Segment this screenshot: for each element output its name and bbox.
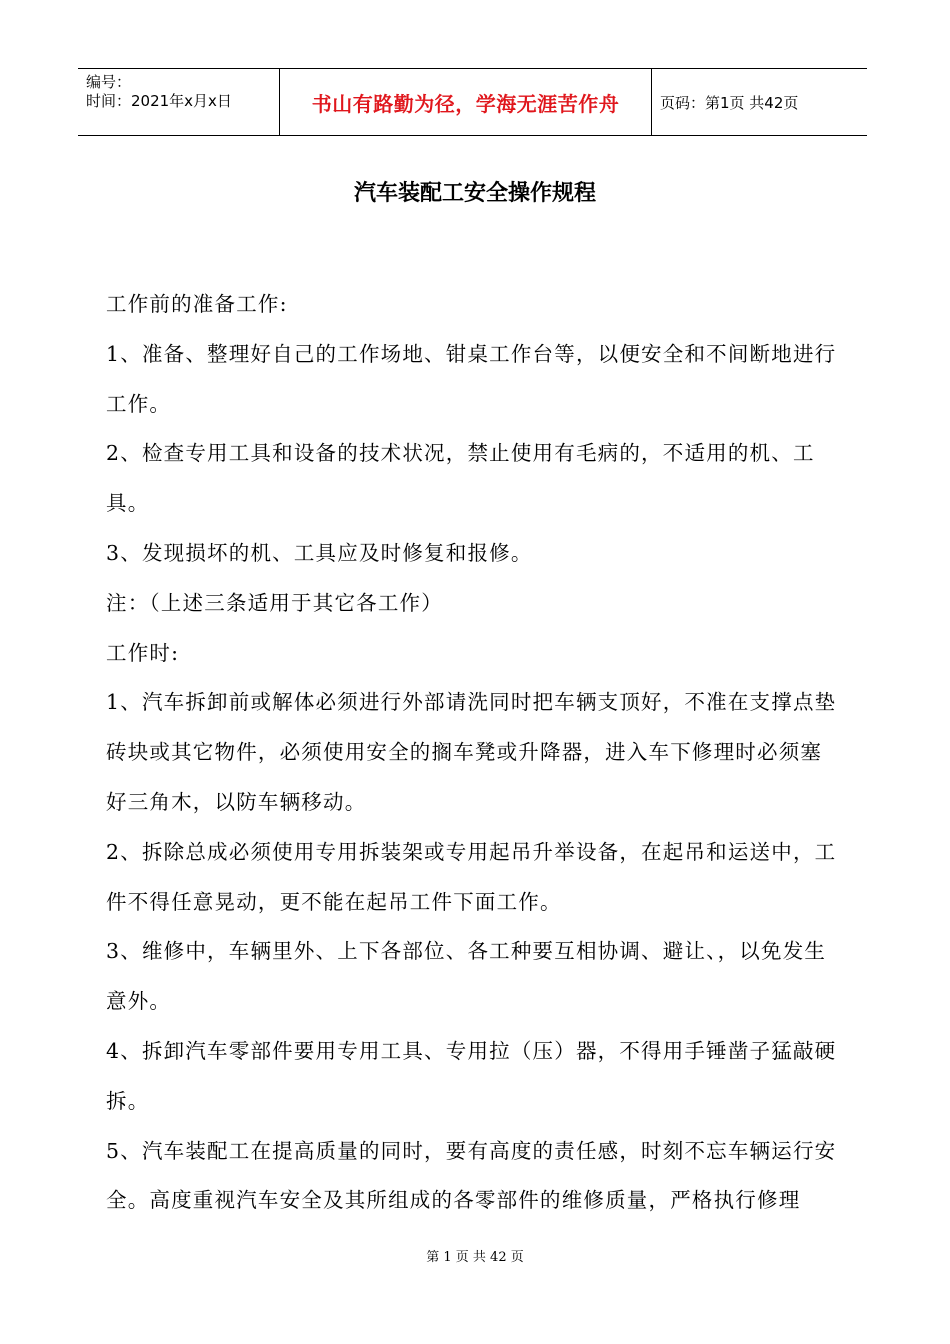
paragraph: 工作前的准备工作:	[106, 292, 288, 316]
page-header	[78, 68, 867, 136]
paragraph: 2、拆除总成必须使用专用拆装架或专用起吊升举设备，在起吊和运送中，工件不得任意晃动，更不能在起吊工件下面工作。	[106, 839, 837, 914]
paragraph: 1、汽车拆卸前或解体必须进行外部请洗同时把车辆支顶好，不准在支撑点垫砖块或其它物件，必须使用安全的搁车凳或升降器，进入车下修理时必须塞好三角木，以防车辆移动。	[106, 690, 837, 814]
document-title: 汽车装配工安全操作规程	[353, 181, 596, 206]
document-number-label: 编号：	[86, 73, 132, 91]
paragraph: 2、检查专用工具和设备的技术状况，禁止使用有毛病的，不适用的机、工具。	[106, 441, 815, 516]
header-page-info: 页码：第1页 共42页	[660, 93, 799, 112]
document-body	[106, 280, 842, 1226]
paragraph: 3、发现损坏的机、工具应及时修复和报修。	[106, 540, 533, 565]
header-slogan: 书山有路勤为径，学海无涯苦作舟	[280, 69, 652, 135]
paragraph: 1、准备、整理好自己的工作场地、钳桌工作台等，以便安全和不间断地进行工作。	[106, 341, 837, 416]
paragraph: 4、拆卸汽车零部件要用专用工具、专用拉（压）器，不得用手锤凿子猛敲硬拆。	[106, 1038, 837, 1113]
page-footer: 第 1 页 共 42 页	[426, 1250, 524, 1265]
paragraph: 5、汽车装配工在提高质量的同时，要有高度的责任感，时刻不忘车辆运行安全。高度重视汽车安全及其所组成的各零部件的维修质量，严格执行修理	[106, 1138, 837, 1213]
paragraph: 注：（上述三条适用于其它各工作）	[106, 590, 443, 615]
paragraph: 3、维修中，车辆里外、上下各部位、各工种要互相协调、避让、，以免发生意外。	[106, 939, 827, 1014]
paragraph: 工作时:	[106, 640, 180, 665]
header-meta	[78, 69, 280, 135]
document-time-label: 时间：2021年x月x日	[86, 92, 232, 110]
